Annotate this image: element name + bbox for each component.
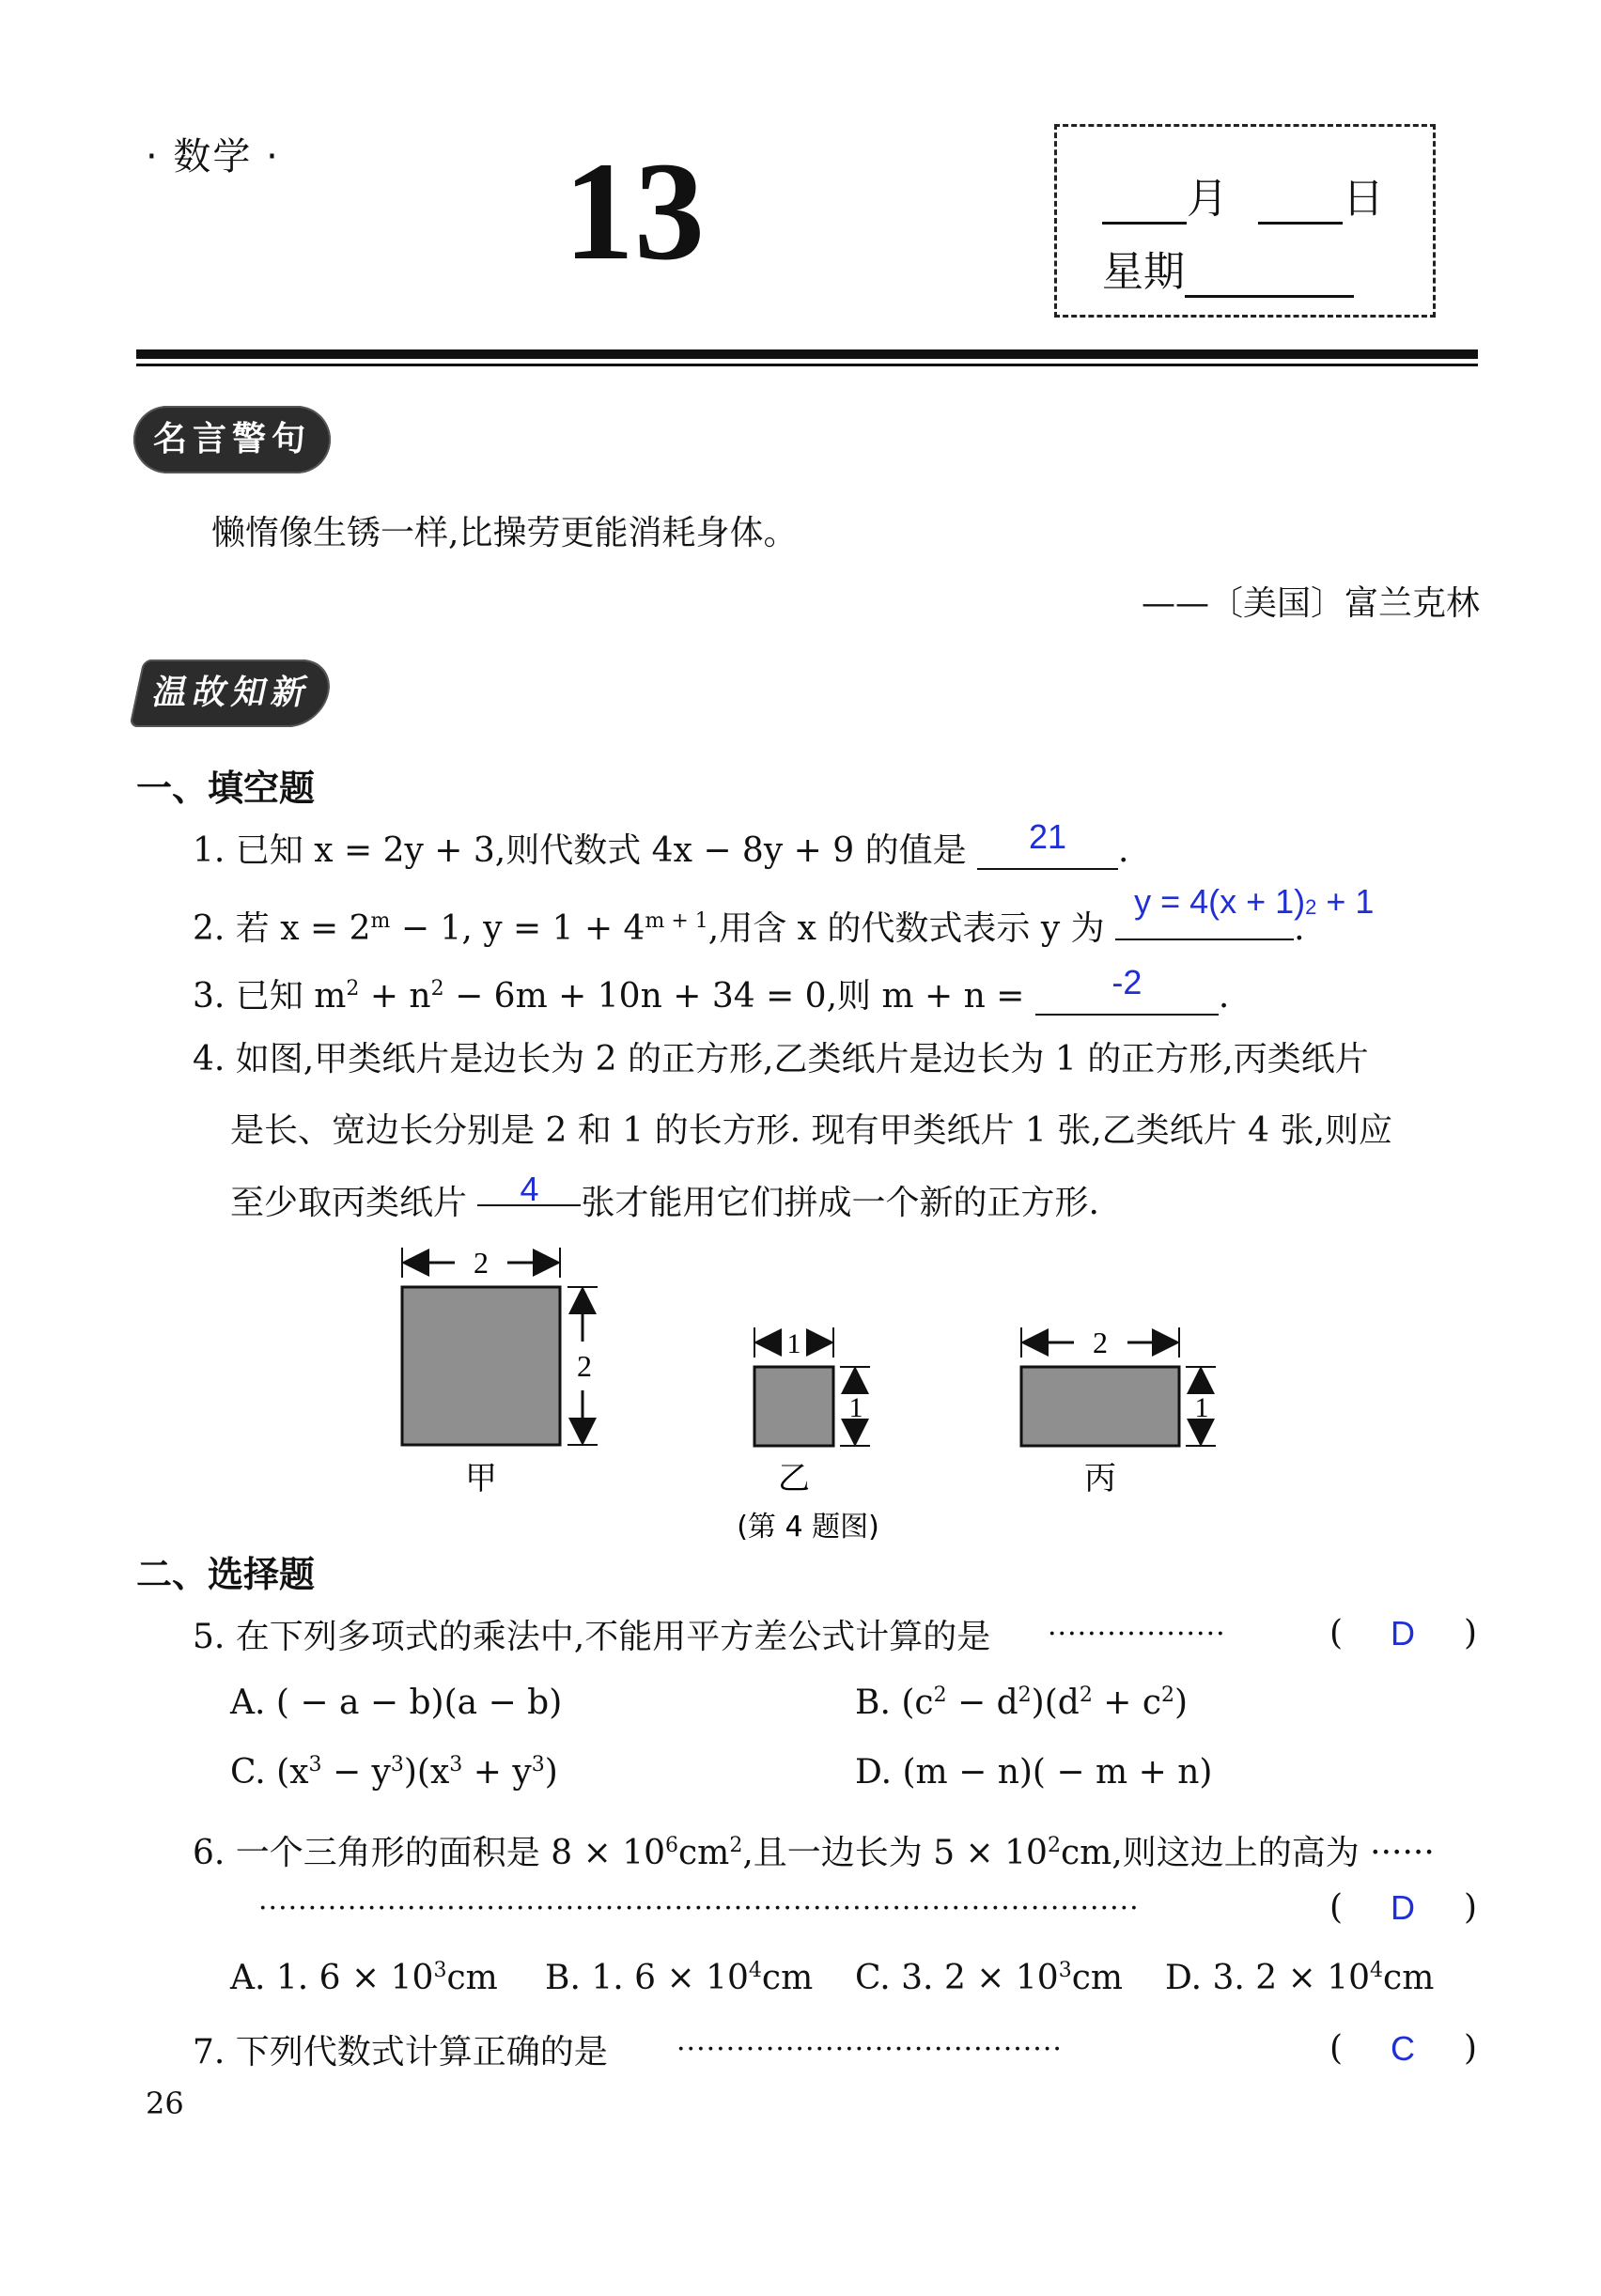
q6-option-c[interactable] [855,1959,1123,1997]
q5-c-sup4: 3 [531,1753,545,1776]
q5-leader-dots: ·················· [1048,1618,1226,1651]
question-3 [193,963,1230,1020]
q6-b-sup: 4 [748,1959,762,1982]
q5-b-sup4: 2 [1161,1683,1175,1707]
q5-b-sup1: 2 [933,1683,947,1707]
q2-sup-m: m [370,909,391,933]
subject-label: · 数学 · [146,135,280,178]
page-number: 26 [146,2086,184,2121]
quote-text: 懒惰像生锈一样,比操劳更能消耗身体。 [211,514,798,552]
yi-label: 乙 [778,1460,810,1497]
q5-c-sup1: 3 [308,1753,322,1776]
q2-sup-m1: m + 1 [645,909,708,933]
question-1 [193,817,1129,875]
q5-paren-open: ( [1329,1614,1344,1652]
q6-option-b[interactable] [545,1959,813,1997]
month-blank[interactable] [1102,184,1187,225]
q4-text-a: 至少取丙类纸片 [230,1184,468,1222]
q5-c-5: ) [544,1753,558,1792]
q5-c-1: C. (x [230,1753,309,1792]
q4-answer-blank[interactable] [477,1167,581,1206]
q5-b-1: B. (c [855,1683,934,1722]
q6-paren-close: ) [1464,1888,1478,1927]
q7-leader-dots: ······································· [676,2033,1063,2066]
q7-answer[interactable]: C [1391,2029,1415,2068]
bing-label: 丙 [1084,1460,1116,1497]
q6-option-a[interactable] [230,1959,498,1997]
q5-b-4: + c [1092,1683,1162,1722]
q5-option-b[interactable] [855,1683,1188,1722]
q6-b-unit: cm [761,1959,814,1997]
bing-height-label: 1 [1194,1392,1209,1423]
q6-option-d[interactable] [1165,1959,1434,1997]
day-blank[interactable] [1258,184,1343,225]
q5-answer[interactable]: D [1391,1614,1415,1652]
q6-c-text: C. 3. 2 × 10 [855,1959,1059,1997]
q2-text-c: ,用含 x 的代数式表示 y 为 [707,909,1105,948]
q6-stem-c: ,且一边长为 5 × 10 [742,1834,1048,1872]
q7-paren-close: ) [1464,2029,1478,2068]
q6-stem-a: 6. 一个三角形的面积是 8 × 10 [193,1834,665,1872]
yi-width-label: 1 [786,1328,801,1359]
q5-b-5: ) [1174,1683,1189,1722]
q3-sup-a: 2 [346,977,360,1001]
q4-text-b: 张才能用它们拼成一个新的正方形. [581,1184,1099,1222]
q3-answer-blank[interactable] [1035,963,1219,1016]
q3-answer: -2 [1111,963,1142,1001]
header-rule-thick [136,349,1478,359]
q6-paren-open: ( [1329,1888,1344,1927]
card-yi [754,1367,833,1446]
q5-b-2: − d [946,1683,1018,1722]
q5-option-c[interactable] [230,1753,558,1792]
q6-c-unit: cm [1071,1959,1124,1997]
q6-d-text: D. 3. 2 × 10 [1165,1959,1371,1997]
q5-b-3: )(d [1031,1683,1080,1722]
q2-answer-blank[interactable] [1115,882,1375,940]
question-2 [193,882,1375,953]
q5-c-sup2: 3 [390,1753,404,1776]
q5-c-sup3: 3 [449,1753,463,1776]
q3-end: . [1218,977,1230,1016]
fill-section-title: 一、填空题 [136,768,316,809]
q5-b-sup3: 2 [1079,1683,1093,1707]
q6-a-text: A. 1. 6 × 10 [230,1959,434,1997]
bing-width-label: 2 [1093,1326,1108,1359]
q6-c-sup: 3 [1058,1959,1072,1982]
quote-badge: 名言警句 [133,406,331,473]
q4-line-2: 是长、宽边长分别是 2 和 1 的长方形. 现有甲类纸片 1 张,乙类纸片 4 张,则应 [230,1111,1392,1150]
q6-sup-6: 6 [665,1834,678,1857]
month-label: 月 [1187,175,1228,223]
question-5: 5. 在下列多项式的乘法中,不能用平方差公式计算的是 [193,1618,991,1656]
q4-line-1: 4. 如图,甲类纸片是边长为 2 的正方形,乙类纸片是边长为 1 的正方形,丙类纸片 [193,1040,1369,1078]
q6-stem-b: cm [678,1834,730,1872]
q2-answer-sup: 2 [1305,895,1317,919]
q6-leader-dots: ························································································· [258,1892,1140,1925]
card-bing [1021,1367,1179,1446]
q3-text-b: + n [359,977,431,1016]
weekday-row [1102,238,1354,298]
q1-answer-blank[interactable] [977,817,1118,870]
q3-text-a: 3. 已知 m [193,977,347,1016]
q4-line-3 [193,1167,1480,1239]
figure-caption: (第 4 题图) [737,1511,879,1544]
q3-sup-b: 2 [430,977,444,1001]
q6-d-unit: cm [1383,1959,1435,1997]
quote-author: ——〔美国〕富兰克林 [1142,584,1481,623]
q1-answer: 21 [1029,817,1067,856]
q5-c-4: + y [462,1753,532,1792]
q2-answer-a: y = 4(x + 1) [1134,882,1306,921]
q2-text-b: − 1, y = 1 + 4 [390,909,645,948]
yi-height-label: 1 [848,1392,863,1423]
q6-sup-2b: 2 [1047,1834,1061,1857]
q3-text-c: − 6m + 10n + 34 = 0,则 m + n = [443,977,1035,1016]
card-jia [402,1287,560,1445]
q5-b-sup2: 2 [1018,1683,1032,1707]
question-4 [193,1024,1480,1239]
q4-answer: 4 [520,1170,539,1208]
question-7: 7. 下列代数式计算正确的是 [193,2033,608,2071]
q5-option-a[interactable]: A. ( − a − b)(a − b) [230,1683,563,1722]
q6-d-sup: 4 [1370,1959,1384,1982]
header-rule-thin [136,364,1478,366]
q1-text: 1. 已知 x = 2y + 3,则代数式 4x − 8y + 9 的值是 [193,831,967,870]
choice-section-title: 二、选择题 [136,1554,316,1595]
q5-paren-close: ) [1464,1614,1478,1652]
q2-text-a: 2. 若 x = 2 [193,909,371,948]
q2-answer-b: + 1 [1316,882,1375,921]
weekday-blank[interactable] [1185,257,1354,298]
q2-end: . [1294,909,1305,948]
q6-sup-2a: 2 [729,1834,743,1857]
q1-end: . [1118,831,1129,870]
question-6 [193,1823,1435,1877]
q6-a-sup: 3 [433,1959,447,1982]
weekday-label: 星期 [1102,248,1185,296]
jia-label: 甲 [465,1460,497,1497]
q7-paren-open: ( [1329,2029,1344,2068]
day-label: 日 [1343,175,1384,223]
q5-c-3: )(x [403,1753,450,1792]
q2-answer [1134,882,1375,934]
review-badge: 温故知新 [129,659,335,727]
q6-b-text: B. 1. 6 × 10 [545,1959,749,1997]
date-row [1102,164,1384,225]
jia-width-label: 2 [474,1246,489,1280]
figure-paper-cards [376,1240,1259,1550]
lesson-number: 13 [564,133,705,289]
q6-a-unit: cm [446,1959,498,1997]
q6-stem-d: cm,则这边上的高为 ······ [1060,1834,1435,1872]
q6-answer[interactable]: D [1391,1888,1415,1927]
q5-c-2: − y [321,1753,391,1792]
jia-height-label: 2 [577,1349,592,1383]
q5-option-d[interactable]: D. (m − n)( − m + n) [855,1753,1213,1792]
date-box [1054,124,1436,318]
